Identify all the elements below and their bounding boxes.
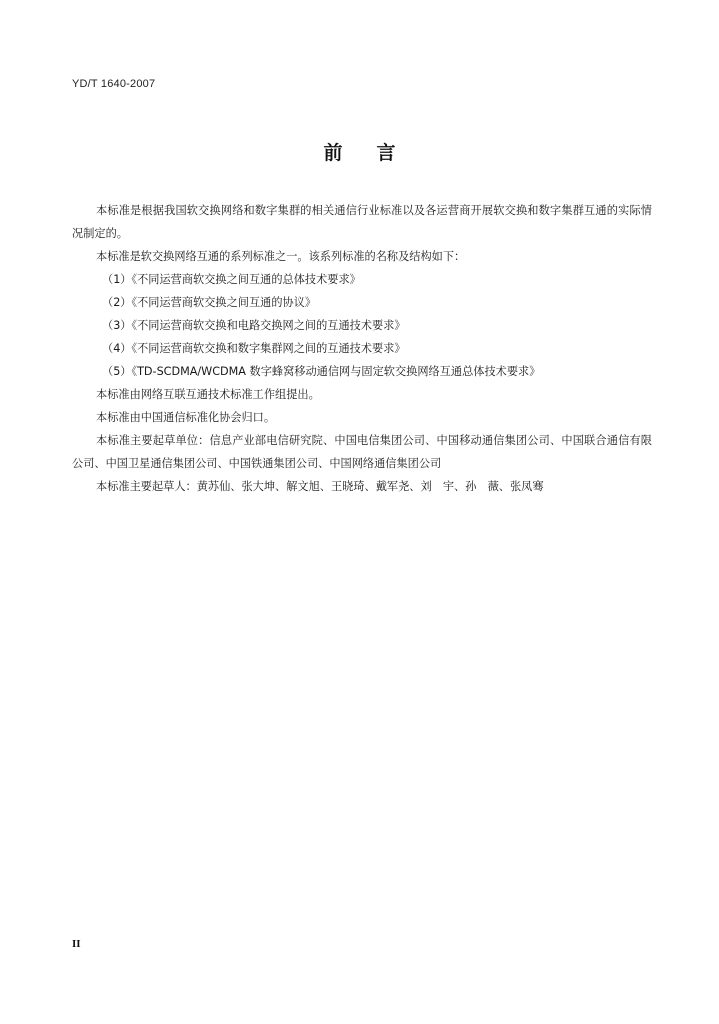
list-item: （2）《不同运营商软交换之间互通的协议》 xyxy=(102,296,317,309)
paragraph-administrator: 本标准由中国通信标准化协会归口。 xyxy=(96,411,276,424)
list-item: （1）《不同运营商软交换之间互通的总体技术要求》 xyxy=(102,273,361,286)
list-item: （4）《不同运营商软交换和数字集群网之间的互通技术要求》 xyxy=(102,342,406,355)
paragraph-proposer: 本标准由网络互联互通技术标准工作组提出。 xyxy=(96,388,320,401)
page-title: 前言 xyxy=(323,142,430,164)
foreword-body xyxy=(72,199,652,498)
paragraph-drafting-units: 本标准主要起草单位：信息产业部电信研究院、中国电信集团公司、中国移动通信集团公司、中国联合通信有限公司、中国卫星通信集团公司、中国铁通集团公司、中国网络通信集团公司 xyxy=(72,434,652,470)
paragraph-drafters: 本标准主要起草人：黄苏仙、张大坤、解文旭、王晓琦、戴军尧、刘 宇、孙 薇、张凤骞 xyxy=(96,480,544,493)
paragraph-series: 本标准是软交换网络互通的系列标准之一。该系列标准的名称及结构如下： xyxy=(96,250,466,263)
page-number: II xyxy=(72,938,81,950)
list-item: （5）《TD-SCDMA/WCDMA 数字蜂窝移动通信网与固定软交换网络互通总体技术要求》 xyxy=(102,365,541,378)
paragraph-intro: 本标准是根据我国软交换网络和数字集群的相关通信行业标准以及各运营商开展软交换和数字集群互通的实际情况制定的。 xyxy=(72,204,652,240)
list-item: （3）《不同运营商软交换和电路交换网之间的互通技术要求》 xyxy=(102,319,406,332)
standard-code: YD/T 1640-2007 xyxy=(72,78,156,90)
